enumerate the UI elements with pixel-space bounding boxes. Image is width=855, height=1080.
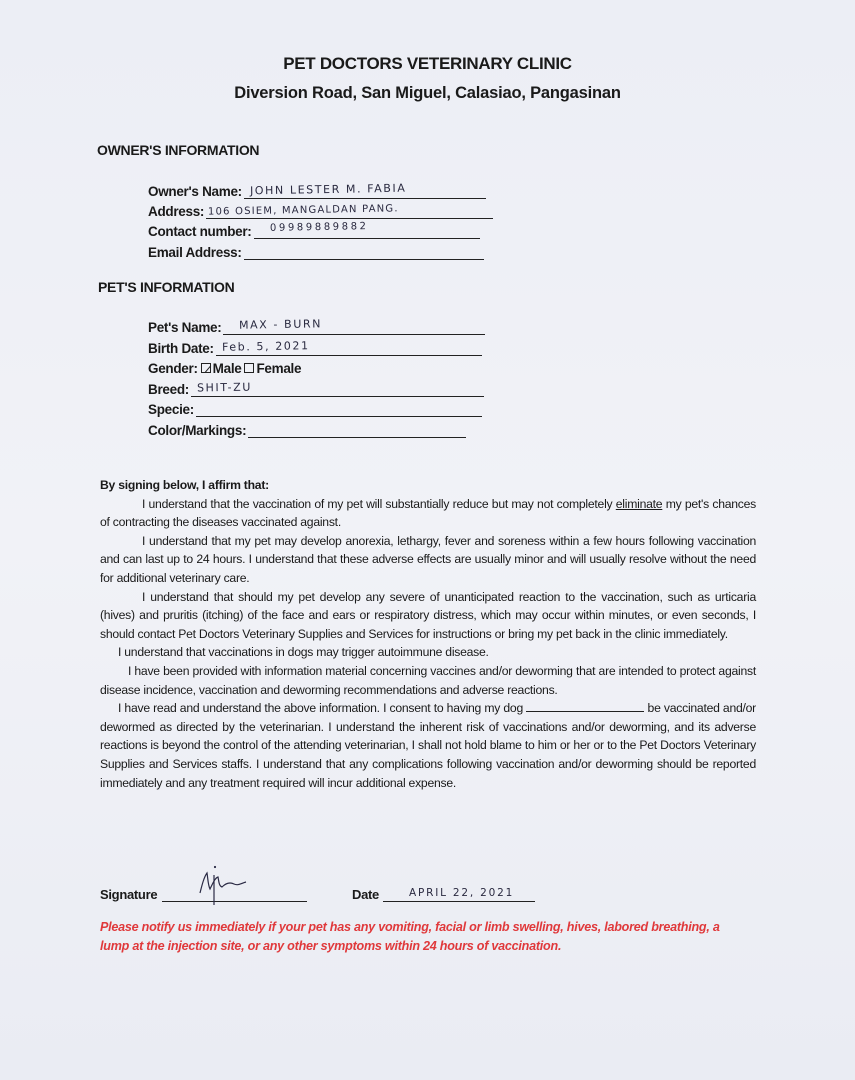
email-line[interactable] <box>244 241 484 260</box>
specie-line[interactable] <box>196 398 482 417</box>
affirmation-p1-text-b: my pet's chances of contracting the diseases vaccinated against. <box>100 496 756 530</box>
affirmation-p1-underlined: eliminate <box>615 496 663 511</box>
handwritten-signature <box>162 863 307 903</box>
clinic-name: PET DOCTORS VETERINARY CLINIC <box>283 54 572 73</box>
contact-line[interactable] <box>254 220 480 239</box>
color-markings-field <box>148 418 466 438</box>
contact-label: Contact number: <box>148 224 252 239</box>
birth-date-value: Feb. 5, 2021 <box>221 339 310 354</box>
pet-name-value: MAX - BURN <box>239 317 323 332</box>
signature-line[interactable] <box>162 875 307 902</box>
gender-male-label: Male <box>212 361 242 376</box>
gender-male-checkbox[interactable] <box>201 363 211 373</box>
gender-female-checkbox[interactable] <box>244 363 254 373</box>
affirmation-paragraph-6 <box>100 699 756 792</box>
owner-name-line[interactable] <box>244 180 486 199</box>
date-value: APRIL 22, 2021 <box>409 887 515 899</box>
signature-row <box>100 874 560 904</box>
affirmation-paragraph-5: I have been provided with information material concerning vaccines and/or deworming that are intended to protect against disease incidence, vaccination and deworming recommendations and adverse reactions. <box>100 663 756 697</box>
signature-label: Signature <box>100 887 158 902</box>
affirmation-p1-text-a: I understand that the vaccination of my pet will substantially reduce but may not completely <box>142 496 616 511</box>
pet-name-line[interactable] <box>223 316 485 335</box>
dog-name-blank[interactable] <box>526 700 644 712</box>
gender-field <box>148 356 301 376</box>
owner-name-label: Owner's Name: <box>148 184 242 199</box>
pet-section-title: PET'S INFORMATION <box>98 279 235 295</box>
affirmation-paragraph-4: I understand that vaccinations in dogs may trigger autoimmune disease. <box>118 645 489 660</box>
breed-field <box>148 377 484 397</box>
affirmation-p6-text-b: be vaccinated and/or dewormed as directed by the veterinarian. I understand the inherent risk of vaccinations and/or deworming, and its adverse reactions is beyond the control of the attending veterinarian, I shall not hold blame to him or her or to the Pet Doctors Veterinary Supplies and Services staffs. I understand that any complications following vaccination and/or deworming should be reported immediately and any treatment required will incur additional expense. <box>100 701 756 790</box>
pet-name-field <box>148 315 485 335</box>
breed-value: SHIT-ZU <box>196 380 253 395</box>
notice-text: Please notify us immediately if your pet has any vomiting, facial or limb swelling, hives, labored breathing, a lump at the injection site, or any other symptoms within 24 hours of vaccination. <box>100 920 720 953</box>
affirmation-paragraph-1 <box>100 495 756 532</box>
address-value: 106 OSIEM, MANGALDAN PANG. <box>208 203 399 218</box>
affirmation-heading: By signing below, I affirm that: <box>100 478 269 492</box>
contact-value: 09989889882 <box>269 221 369 234</box>
specie-field <box>148 397 482 417</box>
clinic-address: Diversion Road, San Miguel, Calasiao, Pangasinan <box>234 84 621 102</box>
affirmation-paragraph-2: I understand that my pet may develop anorexia, lethargy, fever and soreness within a few hours following vaccination and can last up to 24 hours. I understand that these adverse effects are usually minor and will usually resolve without the need for additional veterinary care. <box>100 533 756 585</box>
address-field <box>148 199 493 219</box>
owner-section-title: OWNER'S INFORMATION <box>97 142 260 158</box>
date-label: Date <box>352 887 379 902</box>
address-line[interactable] <box>206 200 493 219</box>
address-label: Address: <box>148 204 205 219</box>
pet-name-label: Pet's Name: <box>148 320 222 335</box>
email-field <box>148 240 484 260</box>
owner-name-value: JOHN LESTER M. FABIA <box>249 181 407 198</box>
affirmation-p6-text-a: I have read and understand the above information. I consent to having my dog <box>118 701 527 716</box>
gender-label: Gender: <box>148 361 198 376</box>
breed-label: Breed: <box>148 382 189 397</box>
color-markings-label: Color/Markings: <box>148 423 247 438</box>
color-markings-line[interactable] <box>248 419 466 438</box>
birth-date-field <box>148 336 482 356</box>
gender-female-label: Female <box>256 361 302 376</box>
affirmation-block <box>100 476 756 792</box>
specie-label: Specie: <box>148 402 194 417</box>
birth-date-label: Birth Date: <box>148 341 214 356</box>
owner-name-field <box>148 179 486 199</box>
breed-line[interactable] <box>191 378 484 397</box>
date-line[interactable] <box>383 879 535 902</box>
birth-date-line[interactable] <box>216 337 482 356</box>
email-label: Email Address: <box>148 245 242 260</box>
affirmation-paragraph-3: I understand that should my pet develop any severe of unanticipated reaction to the vaccination, such as urticaria (hives) and pruritis (itching) of the face and ears or respiratory distress, which may occur within minutes, or even seconds, I should contact Pet Doctors Veterinary Supplies and Services for instructions or bring my pet back in the clinic immediately. <box>100 589 756 641</box>
contact-field <box>148 219 480 239</box>
